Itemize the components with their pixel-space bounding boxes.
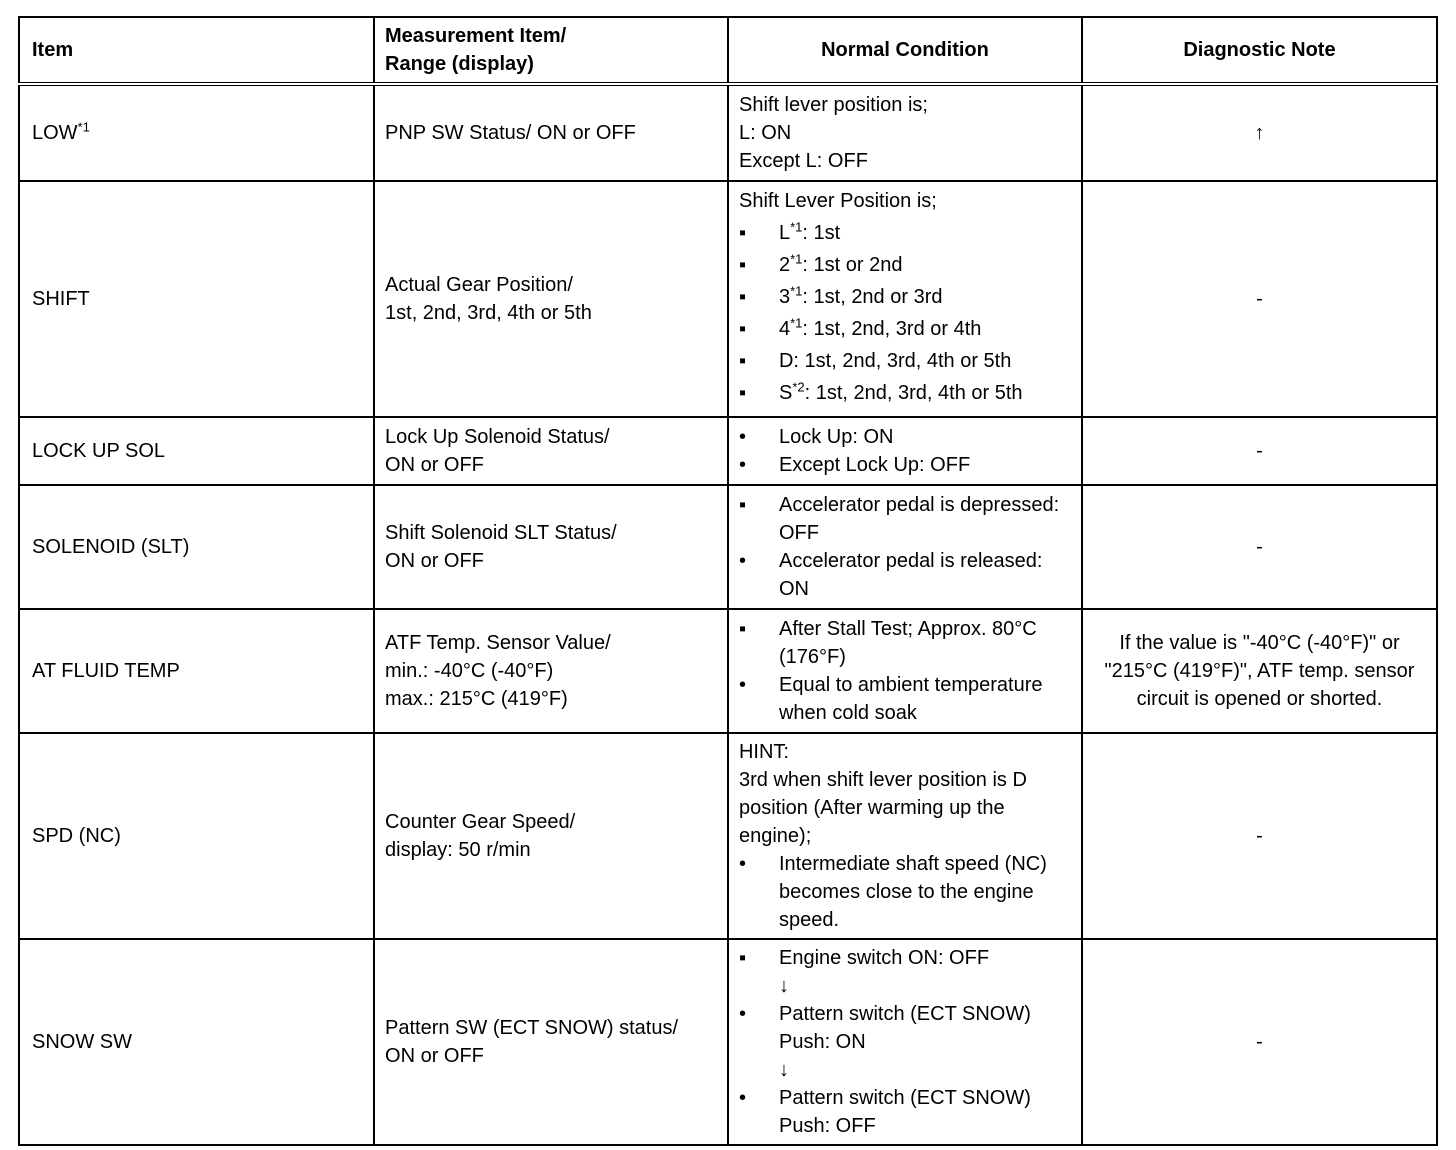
list-item <box>739 1000 1075 1056</box>
list-item <box>739 251 1075 279</box>
cell-diagnostic-note: If the value is "-40°C (-40°F)" or "215°C (419°F)", ATF temp. sensor circuit is opened or shorted. <box>1082 609 1437 733</box>
condition-text: Push: OFF <box>778 1115 876 1137</box>
bullet-icon: ▪ <box>738 494 747 516</box>
condition-text: Accelerator pedal is released: ON <box>778 550 1043 600</box>
cell-measurement <box>374 939 728 1145</box>
measurement-line: ON or OFF <box>385 550 484 572</box>
list-item <box>739 315 1075 343</box>
condition-text: Accelerator pedal is depressed: OFF <box>778 494 1060 544</box>
condition-list <box>739 219 1075 407</box>
condition-text: Except Lock Up: OFF <box>778 454 971 476</box>
measurement-line: Shift Solenoid SLT Status/ <box>385 522 617 544</box>
table-row-snow-sw <box>19 939 1437 1145</box>
bullet-icon: • <box>738 674 746 696</box>
condition-text: Lock Up: ON <box>778 426 894 448</box>
header-measurement-line1: Measurement Item/ <box>385 25 567 47</box>
measurement-line: min.: -40°C (-40°F) <box>385 660 554 682</box>
measurement-line: ON or OFF <box>385 454 484 476</box>
list-item <box>739 615 1075 671</box>
cell-diagnostic-note: - <box>1082 485 1437 609</box>
footnote-ref: *1 <box>77 119 90 135</box>
list-item <box>739 379 1075 407</box>
measurement-line: max.: 215°C (419°F) <box>385 688 568 710</box>
cell-normal-condition <box>728 609 1082 733</box>
bullet-icon: • <box>738 1003 746 1025</box>
list-item <box>739 547 1075 603</box>
condition-text: Equal to ambient temperature when cold soak <box>778 674 1043 724</box>
measurement-line: 1st, 2nd, 3rd, 4th or 5th <box>385 302 592 324</box>
condition-text: Engine switch ON: OFF <box>778 947 990 969</box>
footnote-ref: *1 <box>790 219 803 235</box>
header-item: Item <box>19 17 374 84</box>
header-diagnostic-note: Diagnostic Note <box>1082 17 1437 84</box>
up-arrow-icon: ↑ <box>1254 122 1265 144</box>
position-key: 2 <box>778 254 791 276</box>
condition-list <box>739 491 1075 603</box>
condition-text: Intermediate shaft speed (NC) becomes close to the engine speed. <box>778 853 1047 931</box>
diagnostic-data-table <box>18 16 1438 1146</box>
bullet-icon: • <box>738 454 746 476</box>
cell-diagnostic-note: - <box>1082 733 1437 939</box>
condition-list <box>739 423 1075 479</box>
cell-measurement <box>374 609 728 733</box>
table-row-low <box>19 84 1437 181</box>
bullet-icon: ▪ <box>738 947 747 969</box>
condition-line: Shift lever position is; <box>738 94 928 116</box>
hint-text: 3rd when shift lever position is D position (After warming up the engine); <box>738 769 1027 847</box>
bullet-icon: ▪ <box>738 222 747 244</box>
header-row <box>19 17 1437 84</box>
cell-diagnostic-note: - <box>1082 417 1437 485</box>
gear-range: : 1st <box>802 222 841 244</box>
condition-list <box>739 850 1075 934</box>
bullet-icon: • <box>738 426 746 448</box>
cell-item <box>19 84 374 181</box>
cell-diagnostic-note: - <box>1082 181 1437 417</box>
table-row-at-fluid-temp <box>19 609 1437 733</box>
table-row-lock-up-sol <box>19 417 1437 485</box>
measurement-line: ON or OFF <box>385 1045 484 1067</box>
condition-text: Push: ON <box>778 1031 866 1053</box>
footnote-ref: *1 <box>790 283 803 299</box>
cell-measurement <box>374 417 728 485</box>
header-measurement-line2: Range (display) <box>385 53 534 75</box>
bullet-icon: ▪ <box>738 286 747 308</box>
list-item <box>739 944 1075 972</box>
condition-list <box>739 944 1075 1140</box>
item-label: LOW <box>32 122 78 144</box>
table-row-spd-nc <box>19 733 1437 939</box>
down-arrow-icon: ↓ <box>778 975 789 997</box>
measurement-line: Lock Up Solenoid Status/ <box>385 426 610 448</box>
measurement-line: ATF Temp. Sensor Value/ <box>385 632 611 654</box>
gear-range: : 1st or 2nd <box>802 254 903 276</box>
list-item <box>739 451 1075 479</box>
header-measurement <box>374 17 728 84</box>
cell-item: SHIFT <box>19 181 374 417</box>
hint-label: HINT: <box>738 741 789 763</box>
list-item <box>739 219 1075 247</box>
condition-line: L: ON <box>738 122 792 144</box>
position-key: 3 <box>778 286 791 308</box>
measurement-line: Pattern SW (ECT SNOW) status/ <box>385 1017 679 1039</box>
cell-diagnostic-note: - <box>1082 939 1437 1145</box>
cell-diagnostic-note <box>1082 84 1437 181</box>
bullet-icon: ▪ <box>738 618 747 640</box>
condition-text: After Stall Test; Approx. 80°C (176°F) <box>778 618 1037 668</box>
list-item <box>739 347 1075 375</box>
condition-list <box>739 615 1075 727</box>
list-item <box>739 850 1075 934</box>
position-key: 4 <box>778 318 791 340</box>
condition-text: Pattern switch (ECT SNOW) <box>778 1003 1031 1025</box>
cell-normal-condition <box>728 939 1082 1145</box>
bullet-icon: ▪ <box>738 350 747 372</box>
measurement-line: display: 50 r/min <box>385 839 531 861</box>
cell-item: LOCK UP SOL <box>19 417 374 485</box>
measurement-line: Actual Gear Position/ <box>385 274 573 296</box>
bullet-icon: ▪ <box>738 254 747 276</box>
cell-item: AT FLUID TEMP <box>19 609 374 733</box>
footnote-ref: *2 <box>792 379 805 395</box>
list-item <box>739 671 1075 727</box>
bullet-icon: • <box>738 550 746 572</box>
gear-range: : 1st, 2nd, 3rd or 4th <box>802 318 982 340</box>
down-arrow-icon: ↓ <box>778 1059 789 1081</box>
cell-measurement: PNP SW Status/ ON or OFF <box>374 84 728 181</box>
position-key: S <box>778 382 793 404</box>
condition-text: Pattern switch (ECT SNOW) <box>778 1087 1031 1109</box>
list-item <box>739 1084 1075 1140</box>
table-row-solenoid-slt <box>19 485 1437 609</box>
bullet-icon: • <box>738 853 746 875</box>
cell-item: SOLENOID (SLT) <box>19 485 374 609</box>
table-row-shift <box>19 181 1437 417</box>
bullet-icon: ▪ <box>738 382 747 404</box>
cell-measurement <box>374 181 728 417</box>
cell-normal-condition <box>728 485 1082 609</box>
cell-normal-condition <box>728 733 1082 939</box>
cell-item: SPD (NC) <box>19 733 374 939</box>
gear-range: D: 1st, 2nd, 3rd, 4th or 5th <box>778 350 1012 372</box>
list-item <box>739 423 1075 451</box>
footnote-ref: *1 <box>790 315 803 331</box>
footnote-ref: *1 <box>790 251 803 267</box>
condition-line: Except L: OFF <box>738 150 868 172</box>
list-item <box>739 491 1075 547</box>
list-item <box>739 283 1075 311</box>
bullet-icon: ▪ <box>738 318 747 340</box>
cell-item: SNOW SW <box>19 939 374 1145</box>
bullet-icon: • <box>738 1087 746 1109</box>
condition-intro: Shift Lever Position is; <box>738 190 937 212</box>
cell-measurement <box>374 485 728 609</box>
measurement-line: Counter Gear Speed/ <box>385 811 576 833</box>
cell-normal-condition <box>728 181 1082 417</box>
gear-range: : 1st, 2nd or 3rd <box>802 286 943 308</box>
gear-range: : 1st, 2nd, 3rd, 4th or 5th <box>804 382 1023 404</box>
position-key: L <box>778 222 791 244</box>
cell-measurement <box>374 733 728 939</box>
cell-normal-condition <box>728 84 1082 181</box>
header-normal-condition: Normal Condition <box>728 17 1082 84</box>
cell-normal-condition <box>728 417 1082 485</box>
